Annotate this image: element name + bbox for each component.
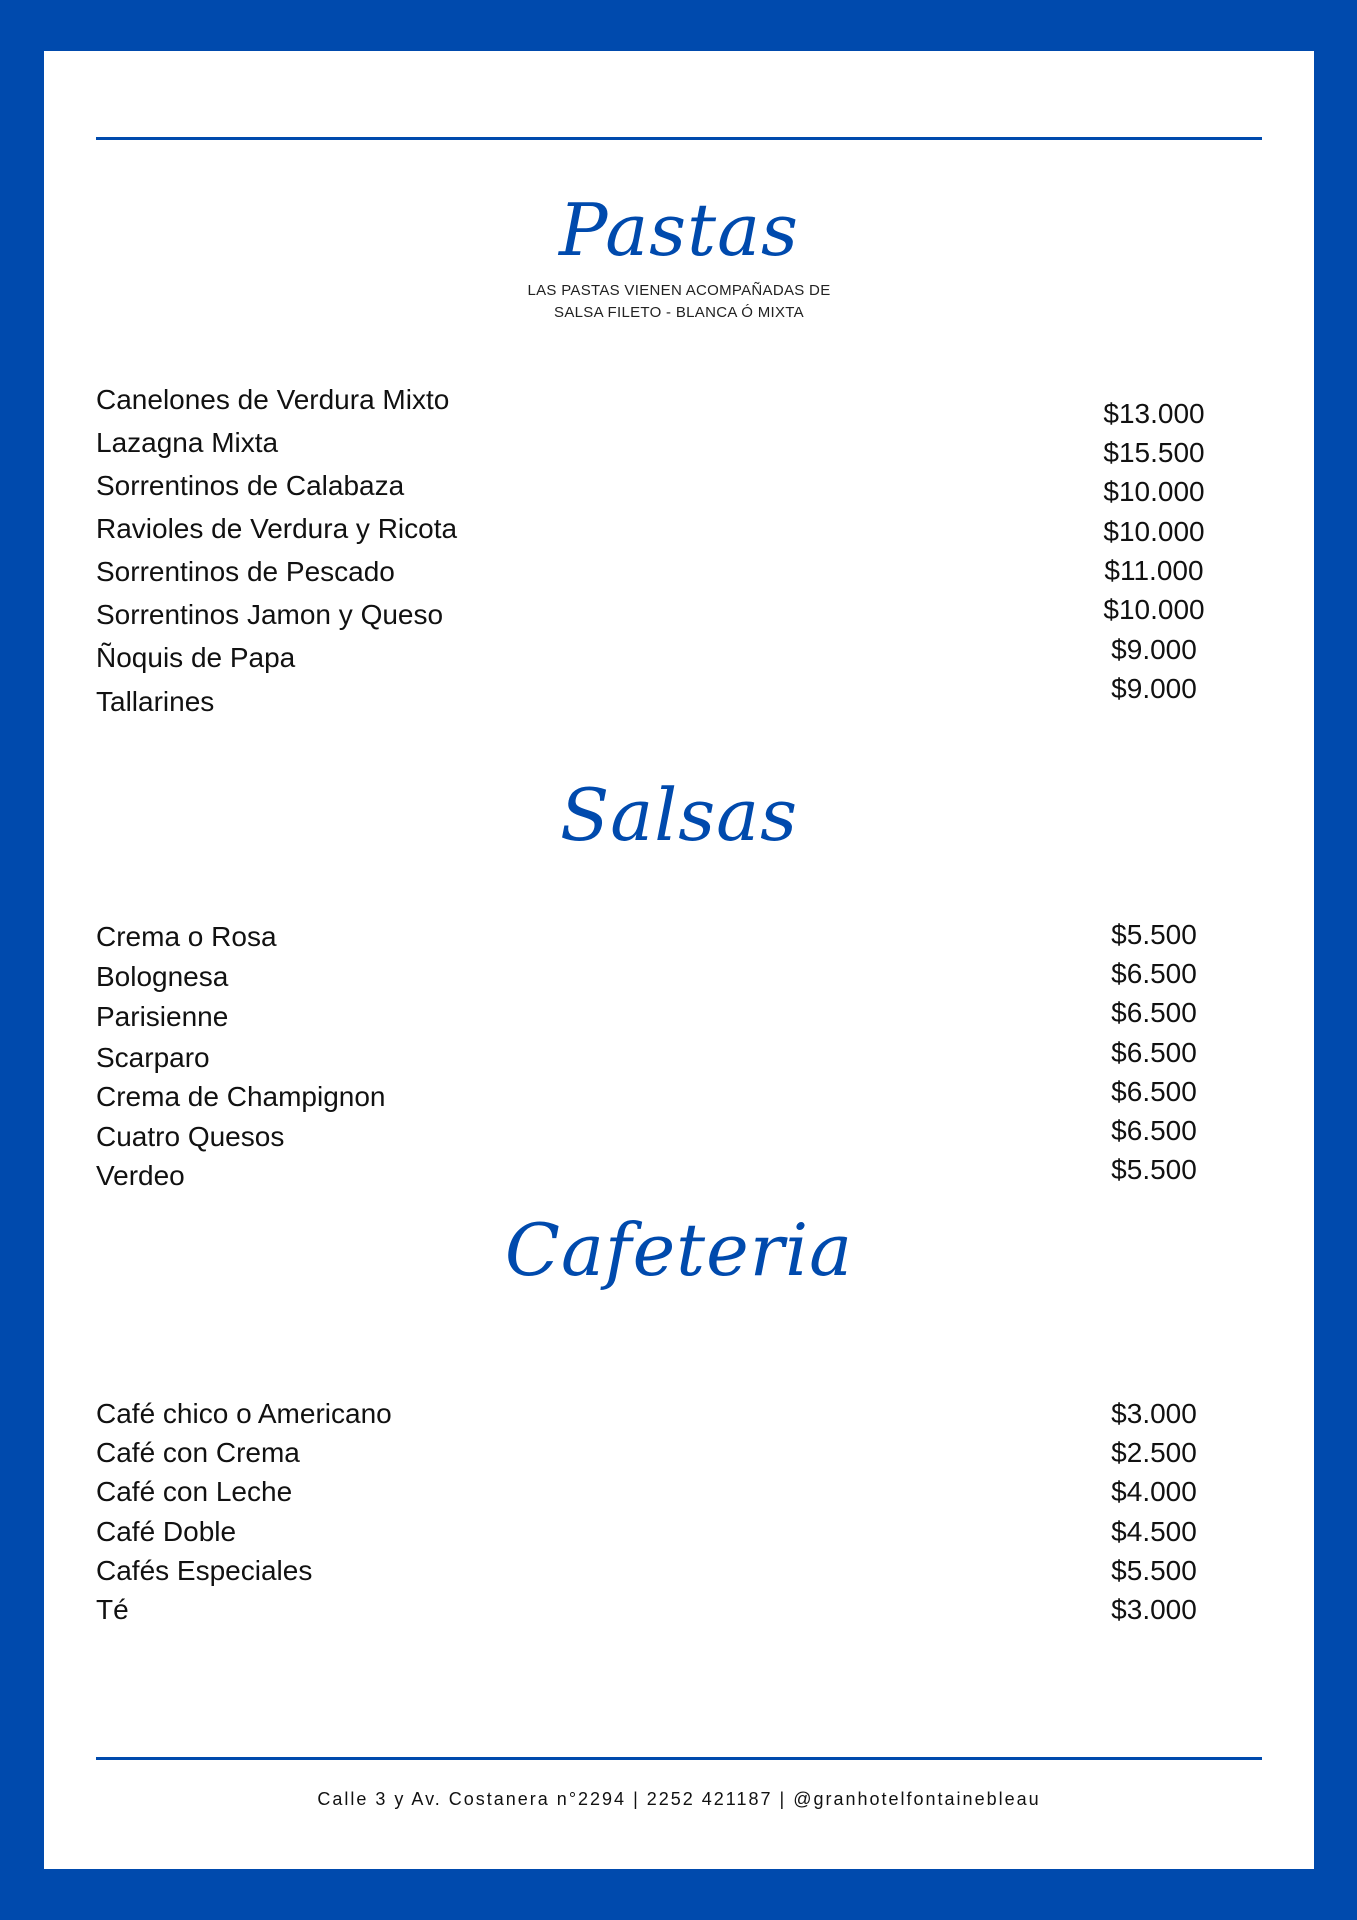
salsas-item-price: $6.500 [1111, 958, 1197, 989]
cafeteria-item-price: $5.500 [1111, 1555, 1197, 1586]
pastas-item-name: Sorrentinos Jamon y Queso [96, 599, 444, 630]
pastas-title: Pastas [559, 188, 799, 272]
pastas-item-price: $9.000 [1111, 673, 1197, 704]
salsas-item-price: $5.500 [1111, 919, 1197, 950]
pastas-note-line-2: SALSA FILETO - BLANCA Ó MIXTA [554, 304, 804, 321]
cafeteria-item-name: Café chico o Americano [96, 1398, 392, 1429]
salsas-item-price: $6.500 [1111, 1037, 1197, 1068]
cafeteria-item-name: Café con Crema [96, 1437, 300, 1468]
salsas-item-price: $6.500 [1111, 1076, 1197, 1107]
salsas-item-name: Cuatro Quesos [96, 1121, 285, 1152]
bottom-divider [96, 1757, 1262, 1760]
pastas-item-name: Lazagna Mixta [96, 427, 279, 458]
pastas-item-price: $15.500 [1103, 437, 1205, 468]
pastas-note-line-1: LAS PASTAS VIENEN ACOMPAÑADAS DE [527, 282, 831, 299]
cafeteria-item-name: Cafés Especiales [96, 1555, 313, 1586]
pastas-item-name: Sorrentinos de Pescado [96, 556, 395, 587]
pastas-item-price: $9.000 [1111, 634, 1197, 665]
pastas-item-name: Ñoquis de Papa [96, 642, 296, 673]
pastas-item-price: $10.000 [1103, 594, 1205, 625]
pastas-item-name: Canelones de Verdura Mixto [96, 384, 450, 415]
salsas-item-name: Scarparo [96, 1042, 210, 1073]
salsas-item-name: Crema de Champignon [96, 1081, 386, 1112]
pastas-item-name: Ravioles de Verdura y Ricota [96, 513, 458, 544]
salsas-item-name: Parisienne [96, 1001, 229, 1032]
cafeteria-item-name: Té [96, 1594, 129, 1625]
cafeteria-item-price: $4.500 [1111, 1516, 1197, 1547]
pastas-item-name: Tallarines [96, 686, 215, 717]
cafeteria-item-price: $3.000 [1111, 1398, 1197, 1429]
salsas-item-name: Crema o Rosa [96, 921, 277, 952]
cafeteria-item-price: $4.000 [1111, 1476, 1197, 1507]
pastas-note [44, 280, 1314, 324]
salsas-item-price: $6.500 [1111, 997, 1197, 1028]
cafeteria-item-name: Café Doble [96, 1516, 237, 1547]
pastas-item-price: $13.000 [1103, 398, 1205, 429]
pastas-item-price: $10.000 [1103, 476, 1205, 507]
top-divider [96, 137, 1262, 140]
salsas-title: Salsas [559, 773, 799, 857]
cafeteria-title: Cafeteria [504, 1208, 854, 1292]
cafeteria-item-price: $3.000 [1111, 1594, 1197, 1625]
menu-page [44, 51, 1314, 1869]
cafeteria-item-price: $2.500 [1111, 1437, 1197, 1468]
pastas-item-name: Sorrentinos de Calabaza [96, 470, 405, 501]
salsas-item-price: $5.500 [1111, 1154, 1197, 1185]
footer-contact: Calle 3 y Av. Costanera n°2294 | 2252 421187 | @granhotelfontainebleau [317, 1789, 1041, 1809]
pastas-item-price: $11.000 [1104, 555, 1204, 586]
salsas-item-name: Verdeo [96, 1160, 185, 1191]
salsas-item-price: $6.500 [1111, 1115, 1197, 1146]
cafeteria-item-name: Café con Leche [96, 1476, 293, 1507]
pastas-item-price: $10.000 [1103, 516, 1205, 547]
salsas-item-name: Bolognesa [96, 961, 229, 992]
